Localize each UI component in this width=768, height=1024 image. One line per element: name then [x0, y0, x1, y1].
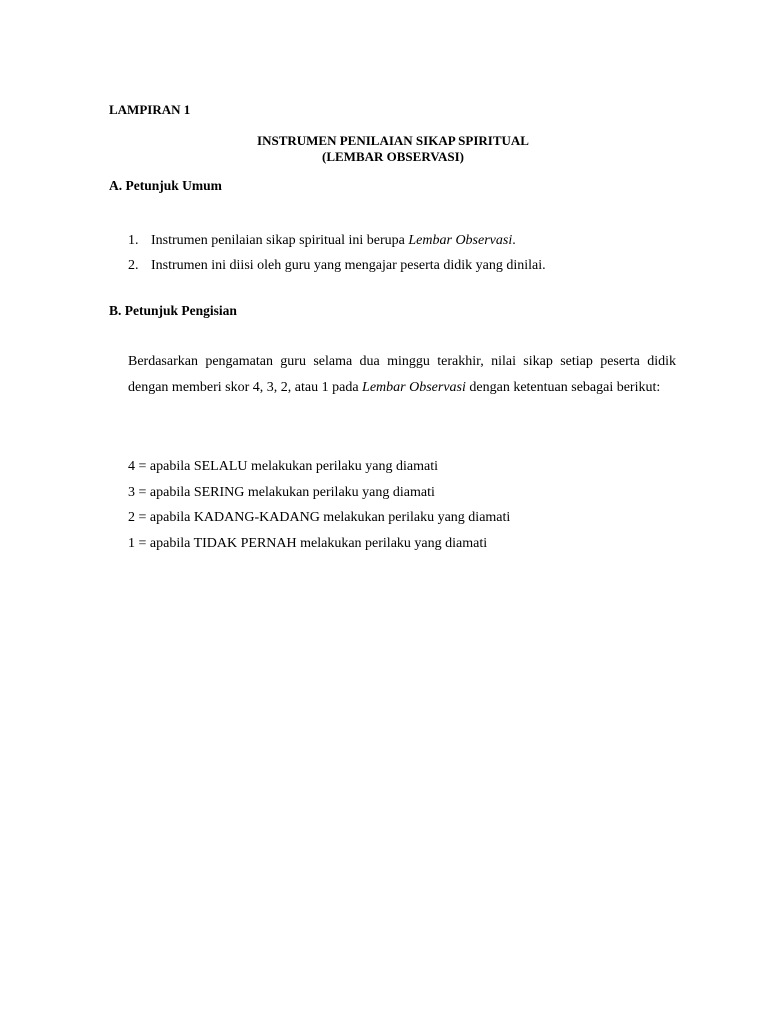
score-item: 1 = apabila TIDAK PERNAH melakukan perilaku yang diamati [128, 535, 488, 551]
list-item-number: 1. [128, 233, 139, 248]
document-title-line-1: INSTRUMEN PENILAIAN SIKAP SPIRITUAL [257, 133, 529, 148]
paragraph-italic-text: Lembar Observasi [362, 380, 466, 395]
score-item: 2 = apabila KADANG-KADANG melakukan perilaku yang diamati [128, 510, 511, 525]
section-a-heading: A. Petunjuk Umum [109, 178, 222, 193]
document-title-line-2: (LEMBAR OBSERVASI) [322, 149, 464, 164]
list-item-italic-text: Lembar Observasi [408, 233, 513, 248]
filling-instructions-paragraph: Berdasarkan pengamatan guru selama dua minggu terakhir, nilai sikap setiap peserta didik dengan memberi skor 4, 3, 2, atau 1 pada Lembar Observasi dengan ketentuan sebagai berikut: [128, 354, 676, 395]
list-item [128, 228, 546, 253]
list-item [128, 253, 546, 278]
score-item: 4 = apabila SELALU melakukan perilaku yang diamati [128, 459, 438, 474]
lampiran-label: LAMPIRAN 1 [109, 102, 191, 117]
general-instructions-list [128, 228, 546, 278]
document-title [109, 133, 677, 165]
section-b-heading: B. Petunjuk Pengisian [109, 303, 237, 318]
score-criteria-list [128, 454, 510, 556]
list-item-number: 2. [128, 258, 139, 273]
list-item-text: Instrumen penilaian sikap spiritual ini berupa Lembar Observasi. [151, 233, 516, 248]
list-item-text: Instrumen ini diisi oleh guru yang mengajar peserta didik yang dinilai. [151, 258, 546, 273]
score-item: 3 = apabila SERING melakukan perilaku yang diamati [128, 484, 435, 500]
